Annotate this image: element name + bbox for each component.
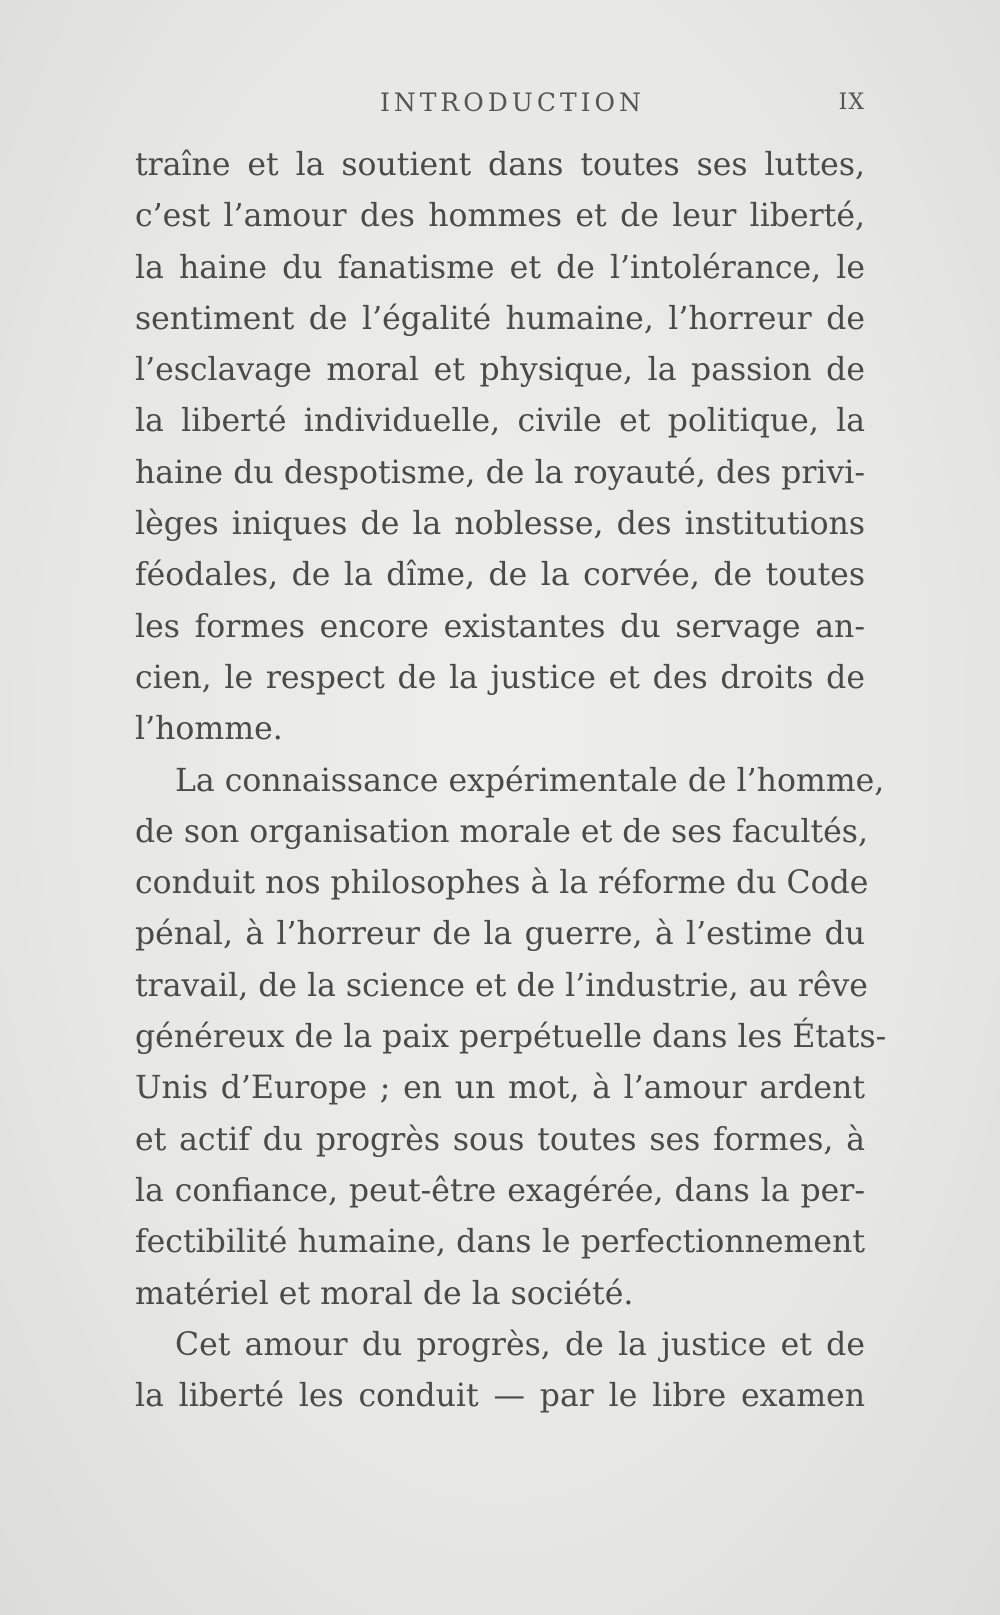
text-line: la liberté individuelle, civile et politique, la bbox=[135, 403, 865, 440]
text-line: l’esclavage moral et physique, la passion de bbox=[135, 352, 865, 389]
text-line: sentiment de l’égalité humaine, l’horreur de bbox=[135, 300, 865, 337]
text-line: la haine du fanatisme et de l’intolérance, le bbox=[135, 249, 865, 286]
paragraph-end-line: l’homme. bbox=[135, 711, 283, 748]
text-line: féodales, de la dîme, de la corvée, de toutes bbox=[135, 557, 865, 594]
text-line: conduit nos philosophes à la réforme du Code bbox=[135, 865, 869, 902]
text-line: traîne et la soutient dans toutes ses luttes, bbox=[135, 147, 865, 183]
text-line: c’est l’amour des hommes et de leur liberté, bbox=[135, 198, 865, 235]
text-line: travail, de la science et de l’industrie, au rêve bbox=[135, 967, 868, 1004]
text-line: pénal, à l’horreur de la guerre, à l’estime du bbox=[135, 916, 865, 953]
text-line: Unis d’Europe ; en un mot, à l’amour ardent bbox=[135, 1070, 865, 1107]
text-line: généreux de la paix perpétuelle dans les États- bbox=[135, 1019, 887, 1056]
body-text bbox=[135, 140, 887, 1422]
text-line: cien, le respect de la justice et des droits de bbox=[135, 659, 865, 696]
text-line: et actif du progrès sous toutes ses formes, à bbox=[135, 1121, 865, 1158]
text-line: lèges iniques de la noblesse, des institutions bbox=[135, 506, 865, 543]
text-line: fectibilité humaine, dans le perfectionnement bbox=[135, 1224, 865, 1261]
text-line: de son organisation morale et de ses facultés, bbox=[135, 813, 868, 850]
page-number: IX bbox=[838, 90, 865, 115]
paragraph-start-line: La connaissance expérimentale de l’homme, bbox=[175, 762, 885, 799]
paragraph-end-line: matériel et moral de la société. bbox=[135, 1275, 634, 1312]
text-line: la liberté les conduit — par le libre examen bbox=[135, 1378, 865, 1415]
paragraph-start-line: Cet amour du progrès, de la justice et de bbox=[175, 1326, 865, 1363]
text-line: les formes encore existantes du servage an- bbox=[135, 608, 865, 645]
text-line: haine du despotisme, de la royauté, des privi- bbox=[135, 454, 865, 491]
text-line: la confiance, peut-être exagérée, dans la per- bbox=[135, 1172, 865, 1209]
running-head bbox=[135, 88, 865, 124]
header-title: INTRODUCTION bbox=[380, 88, 645, 117]
